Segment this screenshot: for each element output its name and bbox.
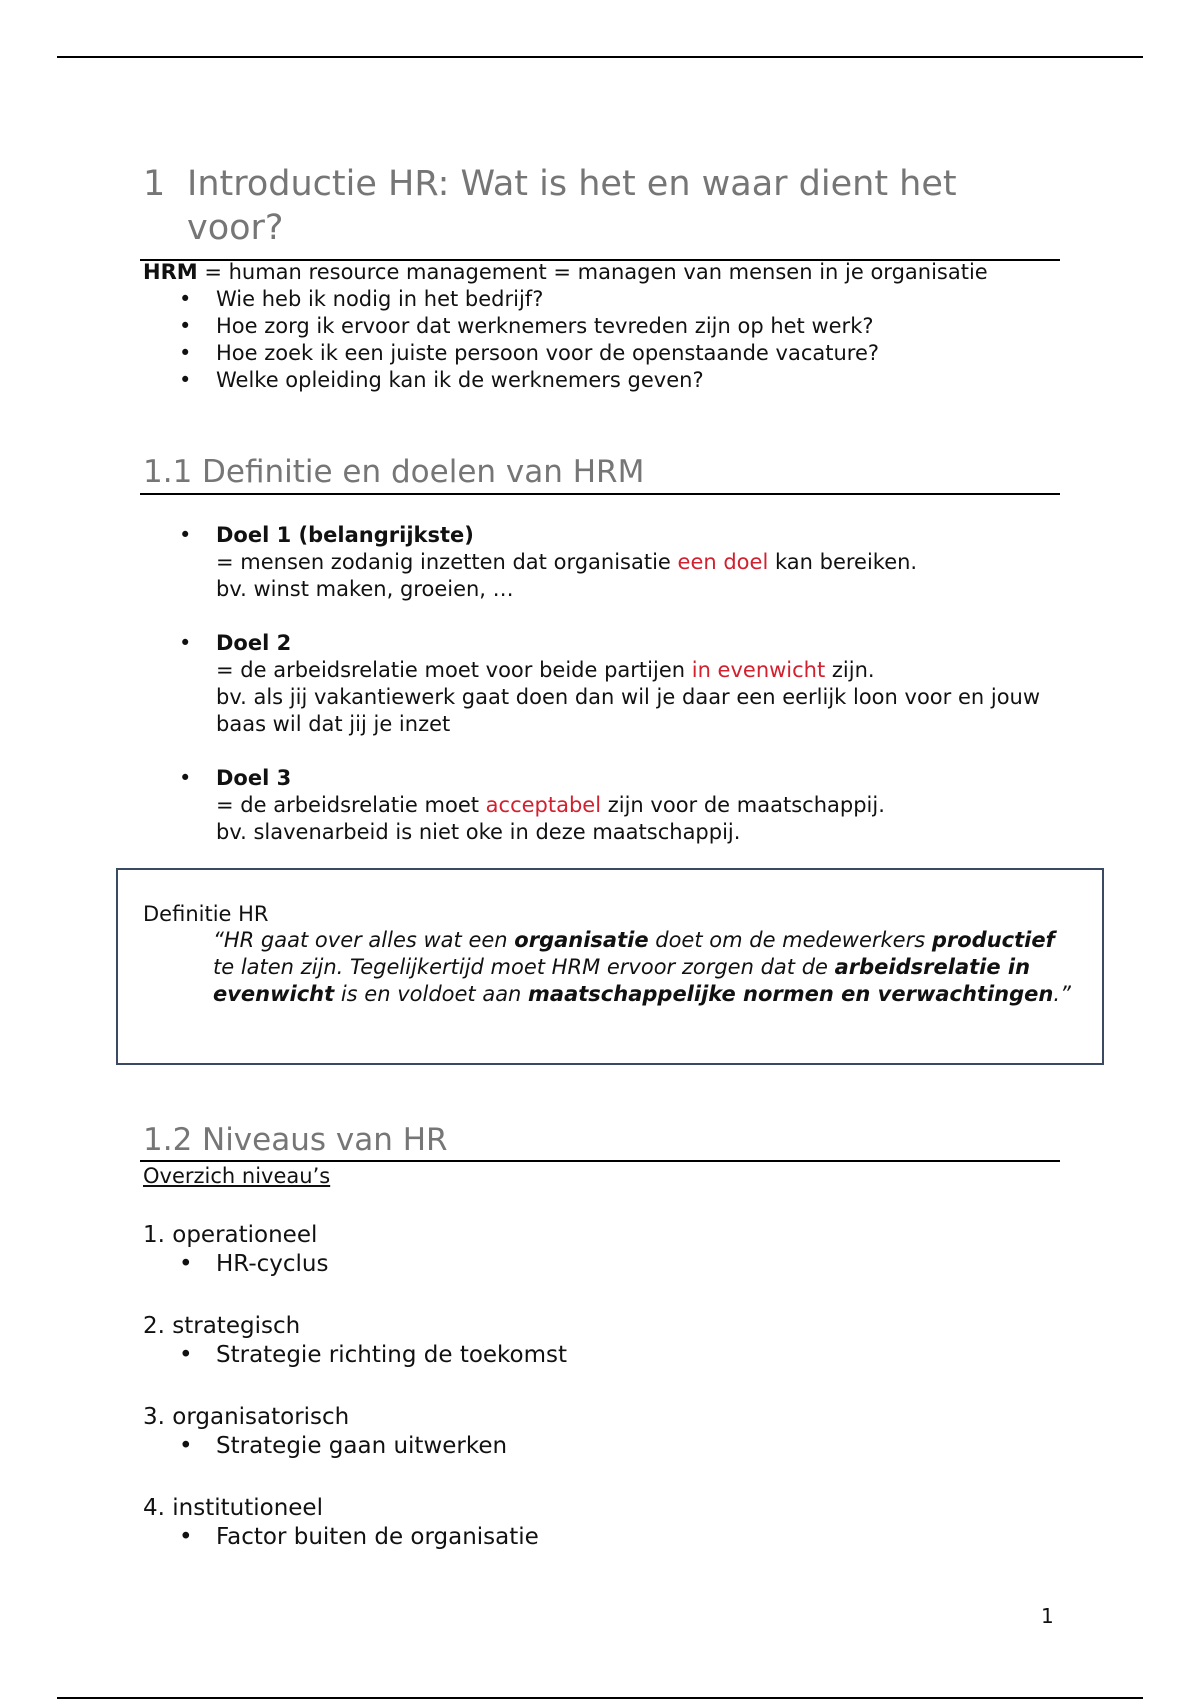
level-sub-item: • Factor buiten de organisatie — [143, 1522, 1063, 1552]
heading-1-2-rule — [140, 1160, 1060, 1162]
goal-description: = de arbeidsrelatie moet acceptabel zijn voor de maatschappij. — [216, 793, 885, 817]
levels-list — [143, 1221, 1063, 1552]
list-item: • Hoe zoek ik een juiste persoon voor de openstaande vacature? — [143, 340, 1063, 367]
level-label: 2. strategisch — [143, 1313, 301, 1339]
goal-description: = de arbeidsrelatie moet voor beide partijen in evenwicht zijn. — [216, 658, 875, 682]
goal-example: bv. slavenarbeid is niet oke in deze maatschappij. — [216, 820, 741, 844]
goals-list — [143, 522, 1063, 846]
goal-description: = mensen zodanig inzetten dat organisatie een doel kan bereiken. — [216, 550, 918, 574]
goal-highlight: in evenwicht — [691, 658, 826, 682]
hrm-definition: = human resource management = managen van mensen in je organisatie — [197, 260, 988, 284]
goal-highlight: een doel — [677, 550, 769, 574]
goal-highlight: acceptabel — [485, 793, 602, 817]
goal-item — [143, 630, 1063, 738]
heading-1-1-rule — [140, 493, 1060, 495]
level-sub-item: • HR-cyclus — [143, 1249, 1063, 1279]
level-item — [143, 1221, 1063, 1279]
heading-1-number: 1 — [143, 164, 166, 204]
heading-1-2 — [143, 1121, 448, 1159]
level-label: 1. operationeel — [143, 1222, 318, 1248]
heading-1-text: Introductie HR: Wat is het en waar dient het voor? — [187, 164, 957, 248]
level-item — [143, 1312, 1063, 1370]
list-item: • Welke opleiding kan ik de werknemers geven? — [143, 367, 1063, 394]
heading-1-2-title: Niveaus van HR — [202, 1122, 448, 1158]
list-item: • Hoe zorg ik ervoor dat werknemers tevreden zijn op het werk? — [143, 313, 1063, 340]
goal-title: • Doel 2 — [216, 631, 292, 655]
definition-title: Definitie HR — [143, 902, 269, 926]
level-sub-item: • Strategie richting de toekomst — [143, 1340, 1063, 1370]
goal-example: bv. als jij vakantiewerk gaat doen dan wil je daar een eerlijk loon voor en jouw baas wil dat jij je inzet — [216, 685, 1041, 736]
hrm-questions-list — [143, 286, 1063, 394]
goal-title: • Doel 3 — [216, 766, 292, 790]
goal-item — [143, 765, 1063, 846]
heading-1-2-number: 1.2 — [143, 1122, 193, 1158]
level-sub-item: • Strategie gaan uitwerken — [143, 1431, 1063, 1461]
definition-quote: “HR gaat over alles wat een organisatie doet om de medewerkers productief te laten zijn. Tegelijkertijd moet HRM ervoor zorgen dat de arbeidsrelatie in evenwicht is en voldoet aan maatschappelijke normen en verwachtingen.” — [213, 928, 1071, 1006]
goal-item — [143, 522, 1063, 603]
page-number: 1 — [1041, 1604, 1054, 1628]
heading-1-1-title: Definitie en doelen van HRM — [202, 454, 645, 490]
level-label: 4. institutioneel — [143, 1495, 323, 1521]
heading-1-1 — [143, 453, 644, 491]
hrm-definition-line — [143, 259, 1063, 286]
page-bottom-rule — [57, 1697, 1143, 1699]
page-top-rule — [57, 56, 1143, 58]
goal-title: • Doel 1 (belangrijkste) — [216, 523, 474, 547]
overview-label: Overzich niveau’s — [143, 1164, 331, 1188]
hrm-term: HRM — [143, 260, 198, 284]
level-item — [143, 1403, 1063, 1461]
heading-1-1-number: 1.1 — [143, 454, 193, 490]
goal-example: bv. winst maken, groeien, … — [216, 577, 514, 601]
level-item — [143, 1494, 1063, 1552]
level-label: 3. organisatorisch — [143, 1404, 350, 1430]
list-item: • Wie heb ik nodig in het bedrijf? — [143, 286, 1063, 313]
